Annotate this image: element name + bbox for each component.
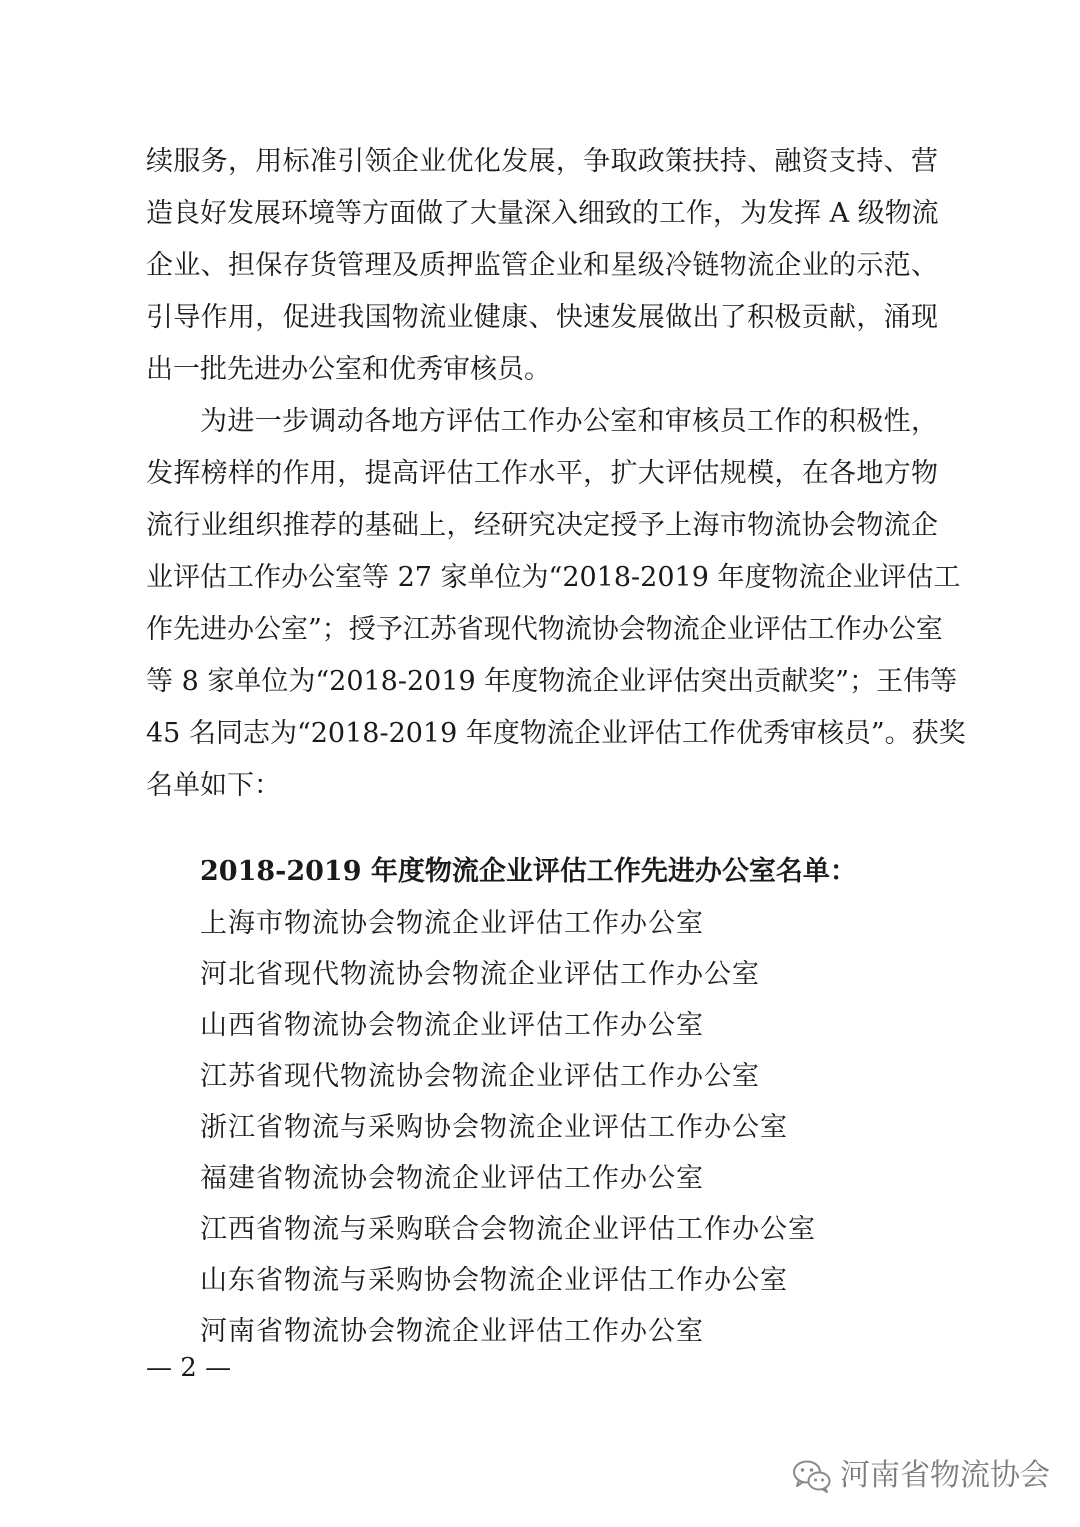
text-line-content: 流行业组织推荐的基础上，经研究决定授予上海市物流协会物流企 bbox=[146, 510, 938, 541]
award-list bbox=[200, 846, 960, 1357]
text-line-content: 续服务，用标准引领企业优化发展，争取政策扶持、融资支持、营 bbox=[146, 146, 938, 177]
text-line-content: 为进一步调动各地方评估工作办公室和审核员工作的积极性， bbox=[200, 406, 938, 437]
wechat-icon bbox=[792, 1459, 832, 1493]
list-item: 河北省现代物流协会物流企业评估工作办公室 bbox=[200, 959, 760, 990]
text-line-content: 发挥榜样的作用，提高评估工作水平，扩大评估规模，在各地方物 bbox=[146, 458, 938, 489]
text-line bbox=[146, 240, 938, 292]
list-item: 浙江省物流与采购协会物流企业评估工作办公室 bbox=[200, 1112, 788, 1143]
text-line-content: 业评估工作办公室等 27 家单位为“2018-2019 年度物流企业评估工 bbox=[146, 562, 961, 593]
text-line-content: 造良好发展环境等方面做了大量深入细致的工作，为发挥 A 级物流 bbox=[146, 198, 939, 229]
text-line-content: 名单如下： bbox=[146, 770, 281, 801]
text-line bbox=[146, 136, 938, 188]
text-line-content: 引导作用，促进我国物流业健康、快速发展做出了积极贡献，涌现 bbox=[146, 302, 938, 333]
list-item: 福建省物流协会物流企业评估工作办公室 bbox=[200, 1163, 704, 1194]
watermark bbox=[792, 1456, 1050, 1496]
text-line-content: 45 名同志为“2018-2019 年度物流企业评估工作优秀审核员”。获奖 bbox=[146, 718, 966, 749]
list-item: 山西省物流协会物流企业评估工作办公室 bbox=[200, 1010, 704, 1041]
list-title: 2018-2019 年度物流企业评估工作先进办公室名单： bbox=[200, 856, 857, 887]
text-line bbox=[146, 656, 958, 708]
text-line bbox=[146, 500, 938, 552]
text-line-content: 作先进办公室”；授予江苏省现代物流协会物流企业评估工作办公室 bbox=[146, 614, 943, 645]
list-item: 山东省物流与采购协会物流企业评估工作办公室 bbox=[200, 1265, 788, 1296]
watermark-text: 河南省物流协会 bbox=[840, 1458, 1050, 1493]
text-line bbox=[146, 604, 943, 656]
text-line bbox=[146, 760, 938, 812]
page-number: — 2 — bbox=[146, 1353, 232, 1383]
list-item: 江西省物流与采购联合会物流企业评估工作办公室 bbox=[200, 1214, 816, 1245]
text-line bbox=[146, 188, 938, 240]
text-line-content: 企业、担保存货管理及质押监管企业和星级冷链物流企业的示范、 bbox=[146, 250, 938, 281]
list-item: 河南省物流协会物流企业评估工作办公室 bbox=[200, 1316, 704, 1347]
text-line bbox=[146, 708, 966, 760]
text-line bbox=[146, 292, 938, 344]
text-line bbox=[146, 448, 938, 500]
body-text bbox=[146, 136, 966, 812]
list-item: 江苏省现代物流协会物流企业评估工作办公室 bbox=[200, 1061, 760, 1092]
list-item: 上海市物流协会物流企业评估工作办公室 bbox=[200, 908, 704, 939]
text-line-content: 出一批先进办公室和优秀审核员。 bbox=[146, 354, 551, 385]
text-line bbox=[146, 396, 938, 448]
text-line bbox=[146, 344, 938, 396]
text-line-content: 等 8 家单位为“2018-2019 年度物流企业评估突出贡献奖”；王伟等 bbox=[146, 666, 958, 697]
text-line bbox=[146, 552, 961, 604]
